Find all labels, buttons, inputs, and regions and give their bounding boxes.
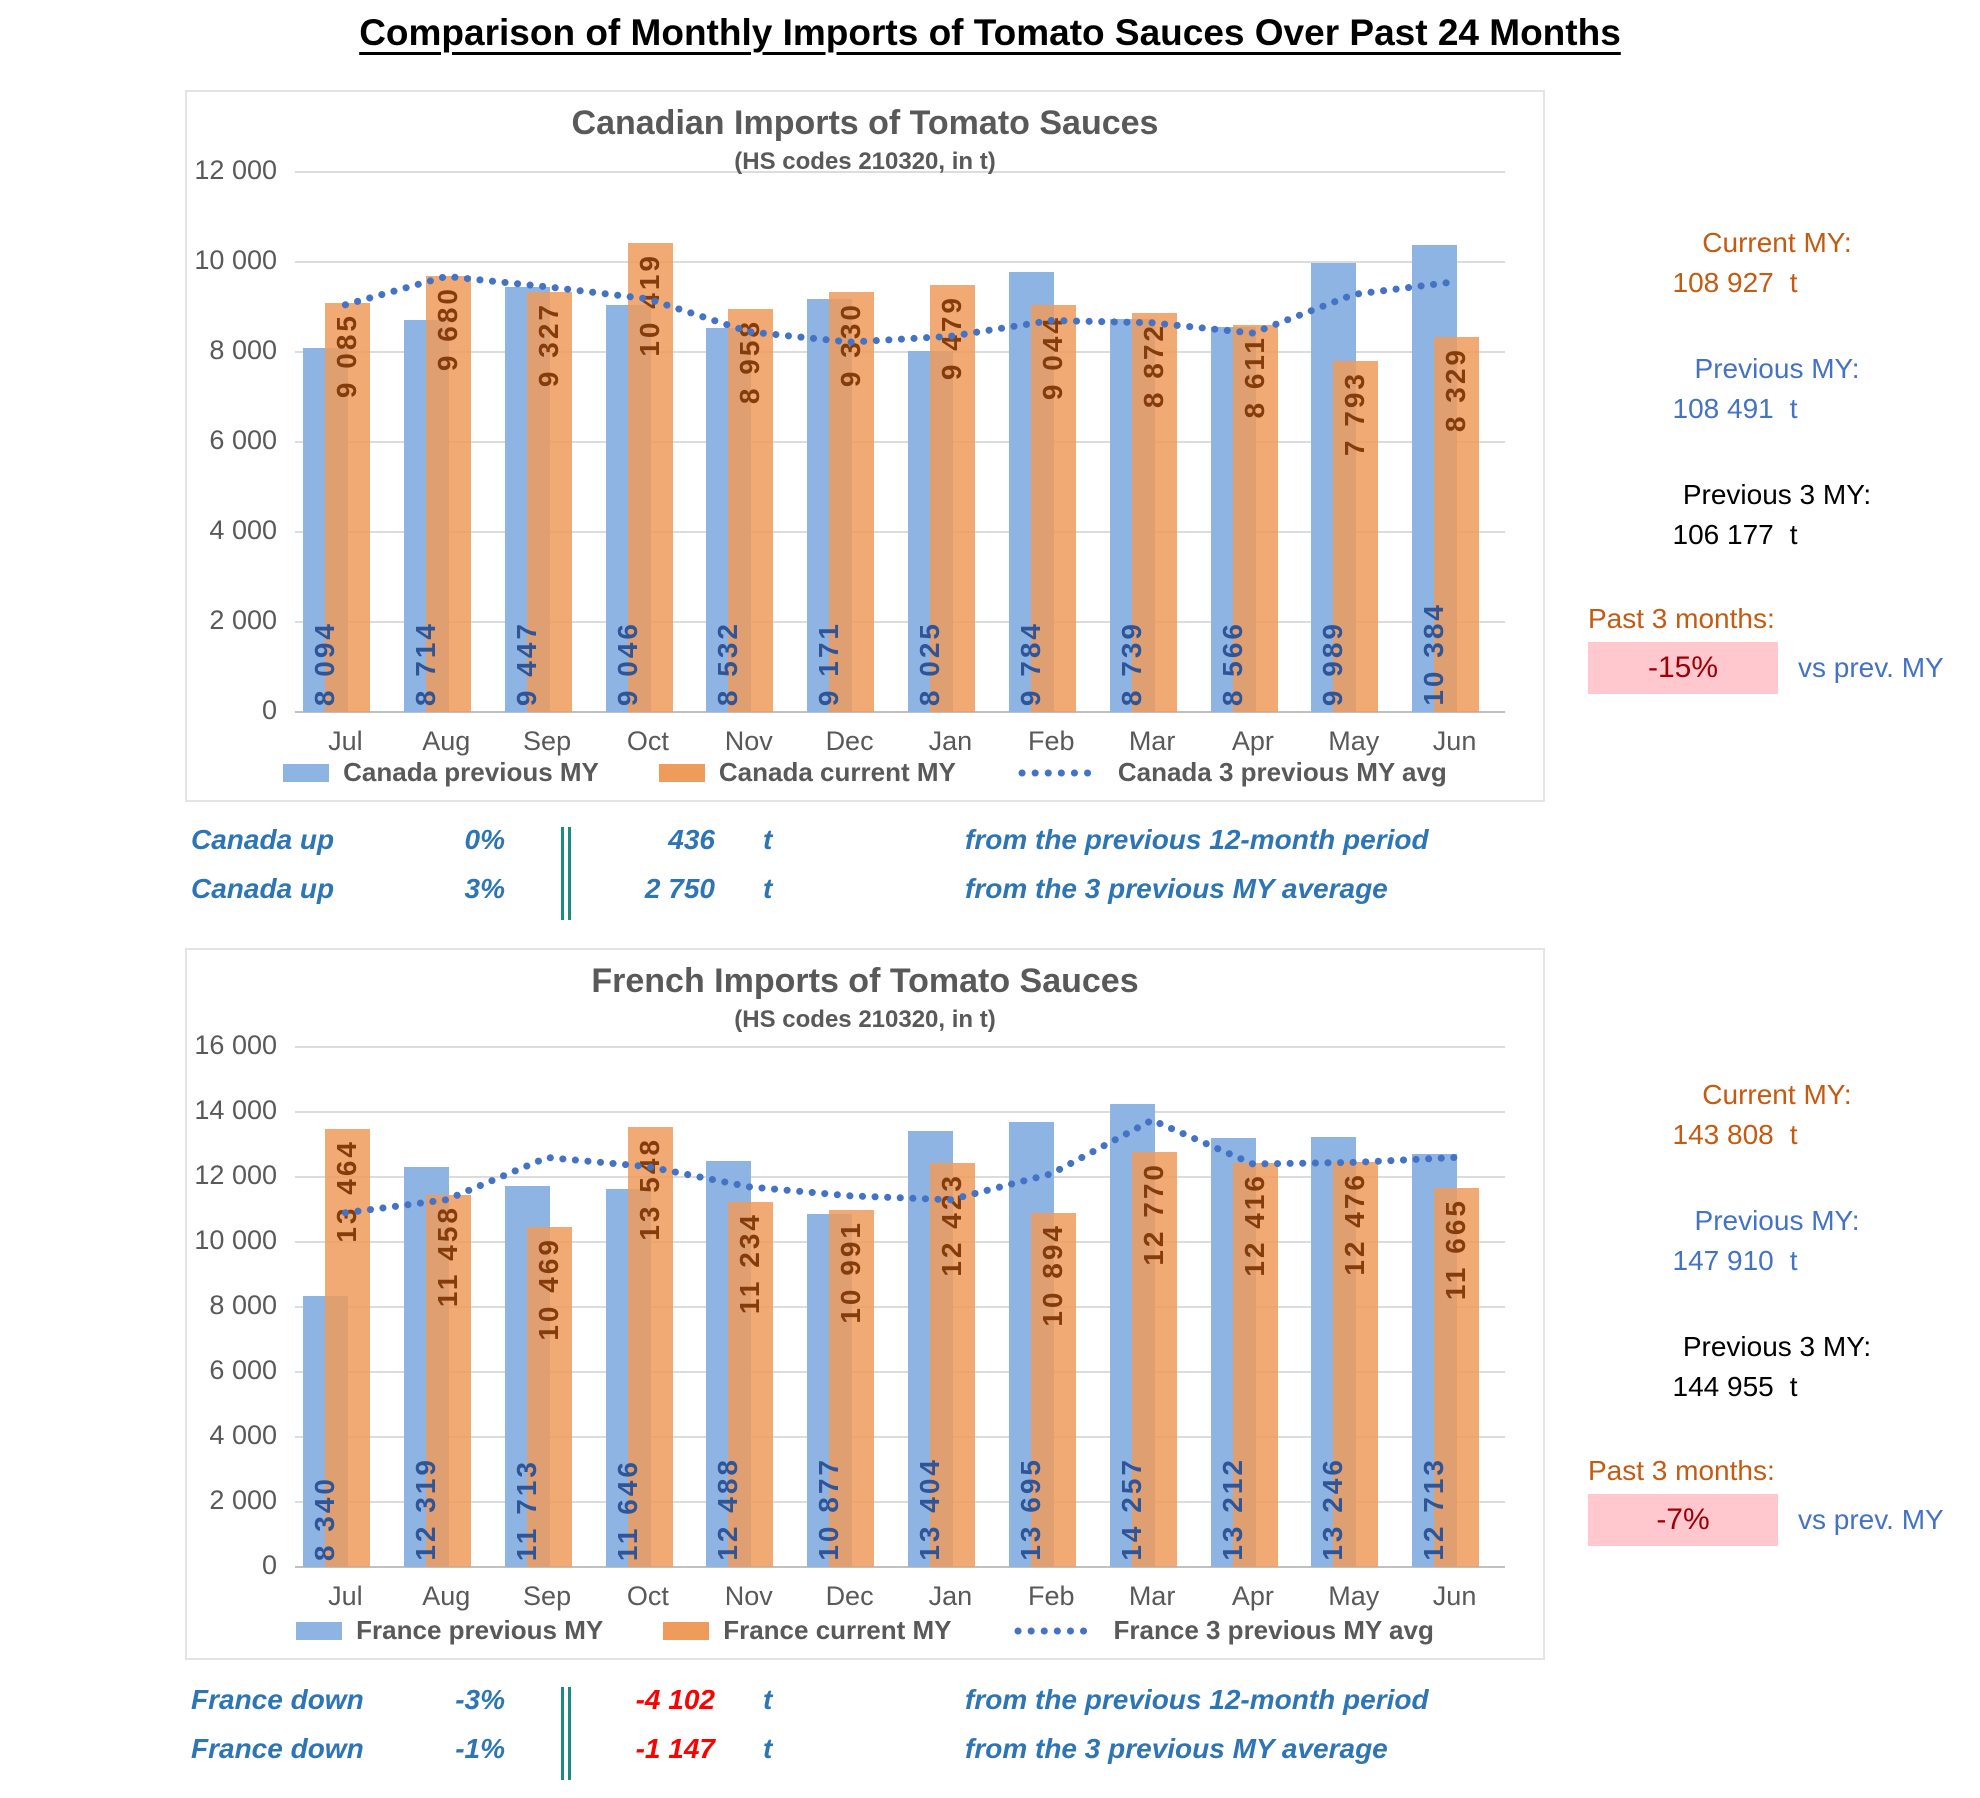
bar-value-label-previous: 9 171 [813, 620, 845, 706]
bar-value-label-previous: 9 447 [510, 620, 542, 706]
bar-value-label-previous: 10 877 [813, 1457, 845, 1561]
note-country: Canada up [191, 824, 335, 855]
legend-item-previous [296, 1615, 603, 1646]
note-unit: t [763, 824, 773, 855]
bar-value-label-current: 9 330 [835, 302, 867, 388]
france-chart-panel [185, 948, 1545, 1660]
bar-value-label-previous: 8 340 [309, 1475, 340, 1561]
bar-value-label-previous: 8 739 [1115, 620, 1147, 706]
bar-value-label-current: 7 793 [1339, 371, 1371, 457]
note-unit: t [763, 1684, 773, 1715]
bar-value-label-current: 12 423 [936, 1173, 967, 1277]
previous-my-value: 108 491 t [1672, 393, 1798, 424]
note-country: France down [191, 1684, 364, 1715]
bar-value-label-current: 13 464 [331, 1139, 362, 1244]
x-axis-month-label: Apr [1231, 1581, 1274, 1611]
x-axis-month-label: Sep [523, 1581, 572, 1611]
note-pct: 0% [464, 824, 505, 855]
y-axis-tick-label: 12 000 [194, 154, 277, 185]
y-axis-tick-label: 14 000 [194, 1094, 277, 1125]
y-axis-tick-label: 4 000 [209, 1419, 277, 1450]
note-row [185, 824, 1585, 873]
bar-value-label-previous: 12 713 [1418, 1457, 1450, 1561]
legend-item-average [1012, 1615, 1434, 1646]
previous-my-value: 147 910 t [1672, 1245, 1798, 1276]
bar-value-label-previous: 8 714 [409, 620, 441, 706]
previous-my-label: Previous MY: [1694, 1205, 1860, 1236]
dotted-line-swatch-icon [1016, 767, 1104, 779]
bar-value-label-previous: 13 212 [1216, 1457, 1248, 1561]
note-row [185, 1684, 1585, 1733]
bar-value-label-current: 9 085 [331, 313, 362, 399]
france-chart-subtitle: (HS codes 210320, in t) [734, 1006, 996, 1033]
legend-label: Canada 3 previous MY avg [1117, 757, 1447, 787]
dotted-line-swatch-icon [1012, 1625, 1100, 1637]
legend-label: France 3 previous MY avg [1113, 1615, 1434, 1645]
note-desc: from the 3 previous MY average [965, 1733, 1388, 1764]
legend-label: France previous MY [356, 1615, 604, 1645]
y-axis-tick-label: 2 000 [209, 604, 277, 635]
canada-chart-panel [185, 90, 1545, 802]
note-delta: 436 [668, 824, 715, 855]
note-pct: -1% [455, 1733, 505, 1764]
note-desc: from the previous 12-month period [965, 824, 1429, 855]
y-axis-tick-label: 6 000 [209, 1354, 277, 1385]
x-axis-month-label: Feb [1027, 1581, 1075, 1611]
legend-item-current [659, 757, 956, 788]
y-axis-tick-label: 6 000 [209, 424, 277, 455]
legend-label: France current MY [723, 1615, 952, 1645]
previous-3my-value: 144 955 t [1672, 1371, 1798, 1402]
france-legend [187, 1615, 1543, 1646]
blue-bar-swatch-icon [283, 764, 329, 782]
legend-item-average [1016, 757, 1447, 788]
bar-value-label-current: 11 458 [431, 1204, 463, 1307]
note-desc: from the 3 previous MY average [965, 873, 1388, 904]
orange-bar-swatch-icon [663, 1622, 709, 1640]
bar-value-label-current: 11 234 [734, 1211, 766, 1314]
bar-value-label-current: 10 894 [1036, 1222, 1068, 1327]
canada-stats-panel [1588, 222, 1966, 694]
note-delta: 2 750 [644, 873, 715, 904]
bar-value-label-previous: 13 695 [1014, 1457, 1046, 1561]
bar-value-label-current: 8 958 [734, 318, 766, 404]
past-3-months-pct-badge: -15% [1588, 642, 1778, 694]
bar-value-label-previous: 9 046 [611, 620, 643, 706]
bar-value-label-previous: 8 566 [1216, 620, 1248, 706]
y-axis-tick-label: 0 [261, 1549, 277, 1580]
previous-3my-label: Previous 3 MY: [1682, 479, 1872, 510]
canada-chart-subtitle: (HS codes 210320, in t) [734, 148, 996, 175]
note-row [185, 1733, 1585, 1782]
note-delta: -1 147 [635, 1733, 715, 1764]
x-axis-month-label: Dec [825, 1581, 874, 1611]
bar-value-label-previous: 13 404 [914, 1457, 945, 1561]
bar-value-label-current: 10 991 [835, 1219, 867, 1324]
y-axis-tick-label: 8 000 [209, 334, 277, 365]
orange-bar-swatch-icon [659, 764, 705, 782]
note-unit: t [763, 1733, 773, 1764]
y-axis-tick-label: 12 000 [194, 1159, 277, 1190]
x-axis-month-label: Nov [724, 1581, 773, 1611]
past-3-months-label: Past 3 months: [1588, 1455, 1775, 1486]
current-my-label: Current MY: [1702, 227, 1852, 258]
bar-value-label-previous: 12 488 [712, 1457, 744, 1561]
blue-bar-swatch-icon [296, 1622, 342, 1640]
bar-value-label-previous: 9 784 [1014, 620, 1046, 706]
x-axis-month-label: Mar [1128, 726, 1176, 756]
note-desc: from the previous 12-month period [965, 1684, 1429, 1715]
x-axis-month-label: May [1328, 1581, 1380, 1611]
x-axis-month-label: Nov [724, 726, 773, 756]
note-row [185, 873, 1585, 922]
bar-value-label-current: 8 611 [1238, 334, 1270, 419]
bar-value-label-current: 8 329 [1440, 347, 1472, 433]
y-axis-tick-label: 10 000 [194, 1224, 277, 1255]
current-my-label: Current MY: [1702, 1079, 1852, 1110]
canada-legend [187, 757, 1543, 788]
bar-value-label-previous: 8 094 [309, 620, 340, 706]
note-pct: -3% [455, 1684, 505, 1715]
bar-value-label-current: 9 479 [936, 295, 967, 381]
y-axis-tick-label: 4 000 [209, 514, 277, 545]
x-axis-month-label: Oct [626, 726, 669, 756]
france-chart-title: French Imports of Tomato Sauces [591, 962, 1139, 1000]
x-axis-month-label: Feb [1027, 726, 1075, 756]
x-axis-month-label: Apr [1231, 726, 1274, 756]
x-axis-month-label: Mar [1128, 1581, 1176, 1611]
previous-3my-value: 106 177 t [1672, 519, 1798, 550]
note-country: France down [191, 1733, 364, 1764]
france-notes [185, 1684, 1585, 1782]
current-my-value: 108 927 t [1672, 267, 1798, 298]
x-axis-month-label: Jul [328, 726, 363, 756]
canada-chart-title: Canadian Imports of Tomato Sauces [571, 104, 1159, 142]
bar-value-label-previous: 11 646 [611, 1458, 643, 1561]
bar-value-label-current: 8 872 [1137, 322, 1169, 408]
vs-prev-my-label: vs prev. MY [1798, 652, 1944, 683]
x-axis-month-label: Jul [328, 1581, 363, 1611]
x-axis-month-label: May [1328, 726, 1380, 756]
x-axis-month-label: Jun [1432, 1581, 1477, 1611]
plot-area [194, 1029, 1505, 1611]
bar-value-label-current: 10 469 [532, 1236, 564, 1341]
x-axis-month-label: Jan [928, 1581, 973, 1611]
page-title: Comparison of Monthly Imports of Tomato Sauces Over Past 24 Months [359, 12, 1621, 53]
bar-value-label-current: 11 665 [1440, 1197, 1472, 1300]
y-axis-tick-label: 8 000 [209, 1289, 277, 1320]
x-axis-month-label: Sep [523, 726, 572, 756]
vs-prev-my-label: vs prev. MY [1798, 1504, 1944, 1535]
gridline [295, 1111, 1505, 1113]
bar-value-label-previous: 10 384 [1418, 602, 1450, 706]
bar-value-label-current: 12 770 [1137, 1161, 1169, 1266]
legend-item-current [663, 1615, 951, 1646]
y-axis-tick-label: 0 [261, 694, 277, 725]
x-axis-month-label: Aug [422, 1581, 471, 1611]
y-axis-tick-label: 10 000 [194, 244, 277, 275]
france-stats-panel [1588, 1074, 1966, 1546]
bar-value-label-current: 12 476 [1339, 1171, 1371, 1276]
bar-value-label-current: 10 419 [633, 253, 665, 357]
x-axis-month-label: Jan [928, 726, 973, 756]
bar-value-label-previous: 14 257 [1115, 1457, 1147, 1561]
past-3-months-label: Past 3 months: [1588, 603, 1775, 634]
x-axis-month-label: Dec [825, 726, 874, 756]
x-axis-month-label: Jun [1432, 726, 1477, 756]
bar-value-label-current: 9 327 [532, 302, 564, 388]
bar-value-label-previous: 8 532 [712, 620, 744, 706]
previous-3my-label: Previous 3 MY: [1682, 1331, 1872, 1362]
past-3-months-pct-badge: -7% [1588, 1494, 1778, 1546]
note-unit: t [763, 873, 773, 904]
bar-value-label-previous: 12 319 [409, 1457, 441, 1561]
legend-label: Canada current MY [718, 757, 956, 787]
bar-value-label-current: 9 044 [1036, 315, 1068, 401]
legend-item-previous [283, 757, 599, 788]
x-axis-month-label: Aug [422, 726, 471, 756]
note-pct: 3% [464, 873, 505, 904]
y-axis-tick-label: 16 000 [194, 1029, 277, 1060]
bar-value-label-current: 9 680 [431, 286, 463, 372]
bar-value-label-current: 12 416 [1238, 1173, 1270, 1278]
bar-value-label-previous: 13 246 [1317, 1457, 1349, 1561]
bar-value-label-previous: 11 713 [510, 1458, 542, 1561]
bar-value-label-previous: 9 989 [1317, 620, 1349, 706]
previous-my-label: Previous MY: [1694, 353, 1860, 384]
note-delta: -4 102 [635, 1684, 715, 1715]
note-country: Canada up [191, 873, 335, 904]
current-my-value: 143 808 t [1672, 1119, 1798, 1150]
bar-value-label-current: 13 548 [633, 1136, 665, 1241]
bar-value-label-previous: 8 025 [914, 620, 945, 706]
x-axis-month-label: Oct [626, 1581, 669, 1611]
legend-label: Canada previous MY [343, 757, 599, 787]
canada-notes [185, 824, 1585, 922]
gridline [295, 1046, 1505, 1048]
y-axis-tick-label: 2 000 [209, 1484, 277, 1515]
